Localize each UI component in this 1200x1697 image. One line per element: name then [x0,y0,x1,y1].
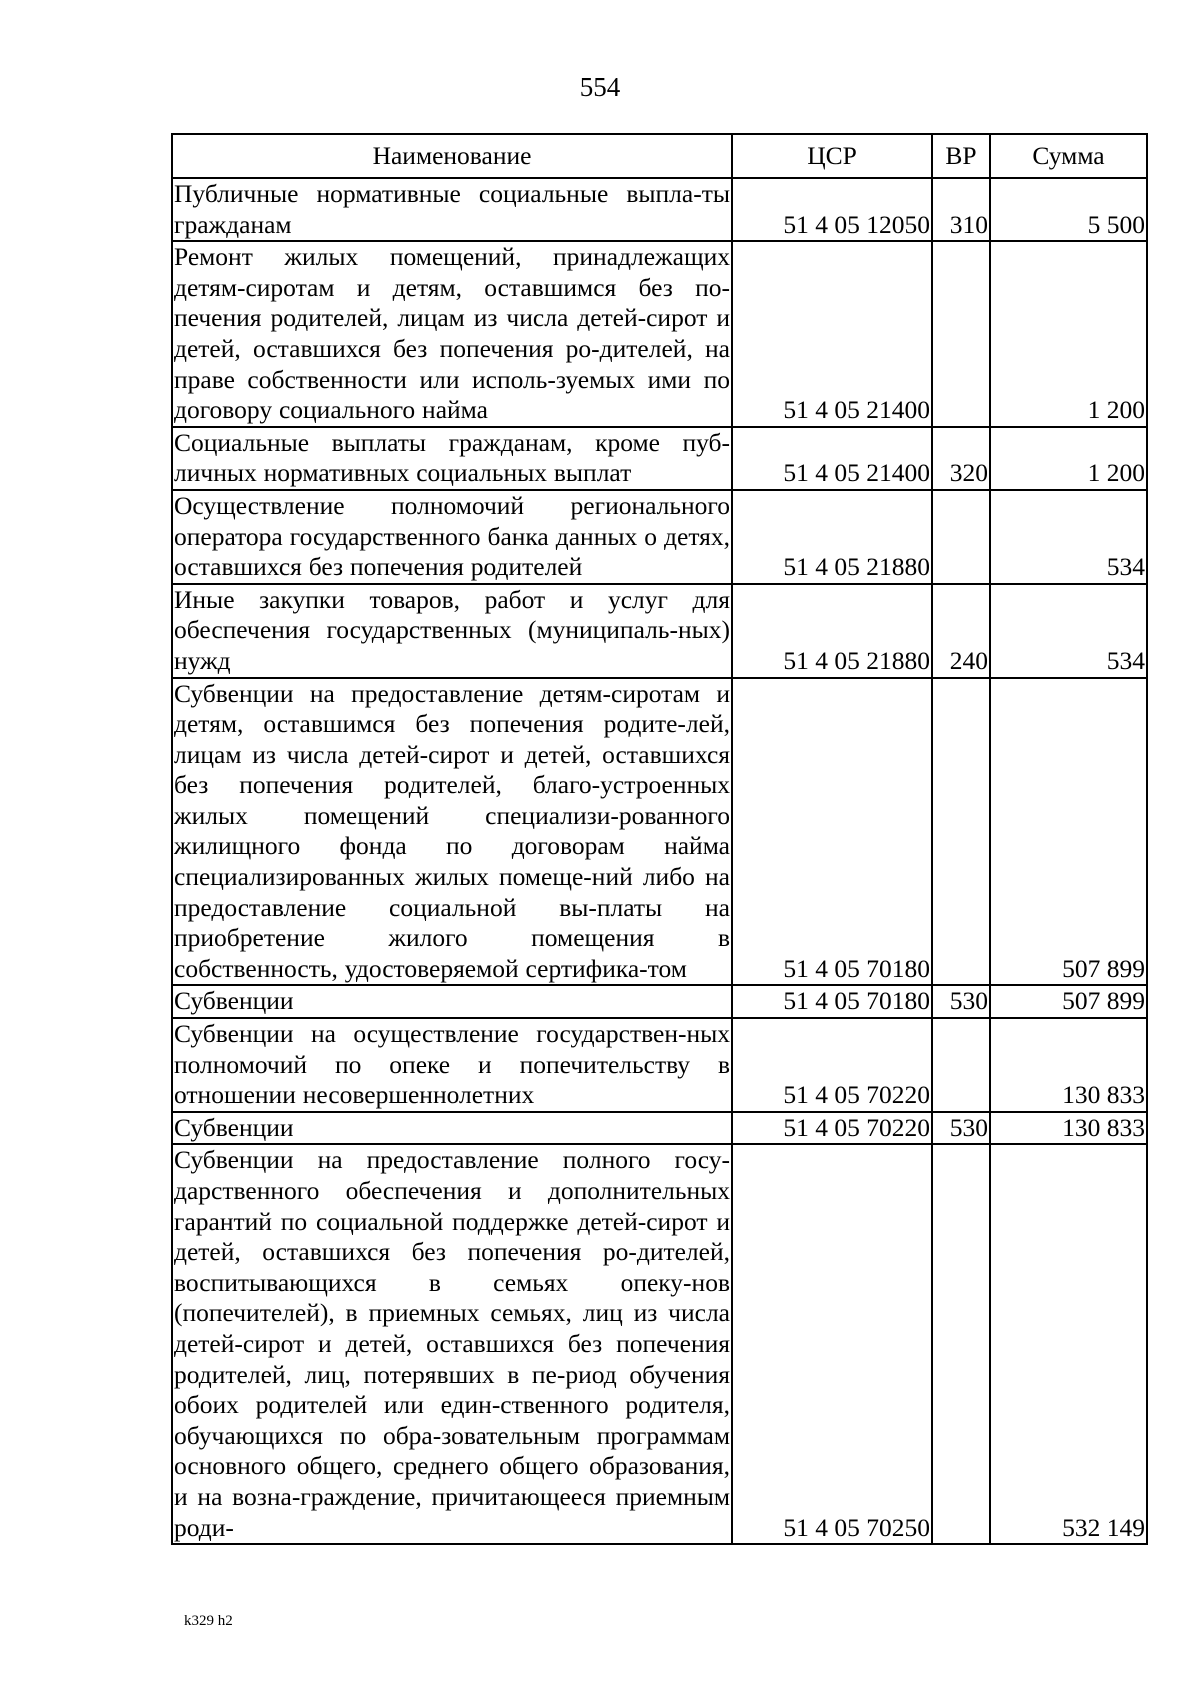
header-csr: ЦСР [732,134,932,178]
cell-csr: 51 4 05 21880 [732,490,932,584]
cell-csr: 51 4 05 70220 [732,1018,932,1112]
cell-csr: 51 4 05 21400 [732,241,932,427]
cell-name: Субвенции на предоставление детям-сиротам и детям, оставшимся без попечения родите-лей, лицам из числа детей-сирот и детей, оставшихся без попечения родителей, благо-устроенных жилых помещений специализи-рованного жилищного фонда по договорам найма специализированных жилых помеще-ний либо на предоставление социальной вы-платы на приобретение жилого помещения в собственность, удостоверяемой сертифика-том [172,678,732,986]
cell-sum: 1 200 [990,427,1147,490]
table-row [172,427,1147,490]
cell-csr: 51 4 05 70220 [732,1112,932,1145]
page-number: 554 [579,72,621,102]
table-row [172,985,1147,1018]
table-header-row [172,134,1147,178]
table-row [172,490,1147,584]
header-sum: Сумма [990,134,1147,178]
cell-vr [932,1144,990,1544]
table-row [172,178,1147,241]
header-vr: ВР [932,134,990,178]
table-row [172,1018,1147,1112]
budget-table [171,133,1148,1545]
table-row [172,1144,1147,1544]
cell-vr [932,678,990,986]
cell-vr: 240 [932,584,990,678]
cell-name: Публичные нормативные социальные выпла-ты гражданам [172,178,732,241]
cell-sum: 1 200 [990,241,1147,427]
header-name: Наименование [172,134,732,178]
cell-name: Субвенции [172,985,732,1018]
cell-name: Субвенции на предоставление полного госу-дарственного обеспечения и дополнительных гарантий по социальной поддержке детей-сирот и детей, оставшихся без попечения ро-дителей, воспитывающихся в семьях опеку-нов (попечителей), в приемных семьях, лиц из числа детей-сирот и детей, оставшихся без попечения родителей, лиц, потерявших в пе-риод обучения обоих родителей или един-ственного родителя, обучающихся по обра-зовательным программам основного общего, среднего общего образования, и на возна-граждение, причитающееся приемным роди- [172,1144,732,1544]
cell-sum: 507 899 [990,678,1147,986]
cell-sum: 534 [990,584,1147,678]
table-row [172,241,1147,427]
cell-name: Осуществление полномочий регионального оператора государственного банка данных о детях, оставшихся без попечения родителей [172,490,732,584]
cell-sum: 532 149 [990,1144,1147,1544]
cell-vr [932,1018,990,1112]
cell-csr: 51 4 05 70180 [732,985,932,1018]
cell-vr: 310 [932,178,990,241]
cell-name: Субвенции на осуществление государствен-ных полномочий по опеке и попечительству в отношении несовершеннолетних [172,1018,732,1112]
cell-sum: 534 [990,490,1147,584]
cell-sum: 5 500 [990,178,1147,241]
cell-vr: 530 [932,1112,990,1145]
cell-name: Ремонт жилых помещений, принадлежащих детям-сиротам и детям, оставшимся без по-печения родителей, лицам из числа детей-сирот и детей, оставшихся без попечения ро-дителей, на праве собственности или исполь-зуемых ими по договору социального найма [172,241,732,427]
table-row [172,678,1147,986]
cell-vr: 320 [932,427,990,490]
cell-csr: 51 4 05 70180 [732,678,932,986]
cell-vr [932,490,990,584]
footer-code: k329 h2 [184,1613,233,1629]
cell-csr: 51 4 05 21400 [732,427,932,490]
cell-name: Иные закупки товаров, работ и услуг для обеспечения государственных (муниципаль-ных) нужд [172,584,732,678]
cell-name: Социальные выплаты гражданам, кроме пуб-личных нормативных социальных выплат [172,427,732,490]
cell-vr [932,241,990,427]
cell-sum: 507 899 [990,985,1147,1018]
table-row [172,1112,1147,1145]
cell-vr: 530 [932,985,990,1018]
cell-name: Субвенции [172,1112,732,1145]
cell-csr: 51 4 05 70250 [732,1144,932,1544]
cell-sum: 130 833 [990,1018,1147,1112]
cell-sum: 130 833 [990,1112,1147,1145]
table-row [172,584,1147,678]
cell-csr: 51 4 05 21880 [732,584,932,678]
cell-csr: 51 4 05 12050 [732,178,932,241]
